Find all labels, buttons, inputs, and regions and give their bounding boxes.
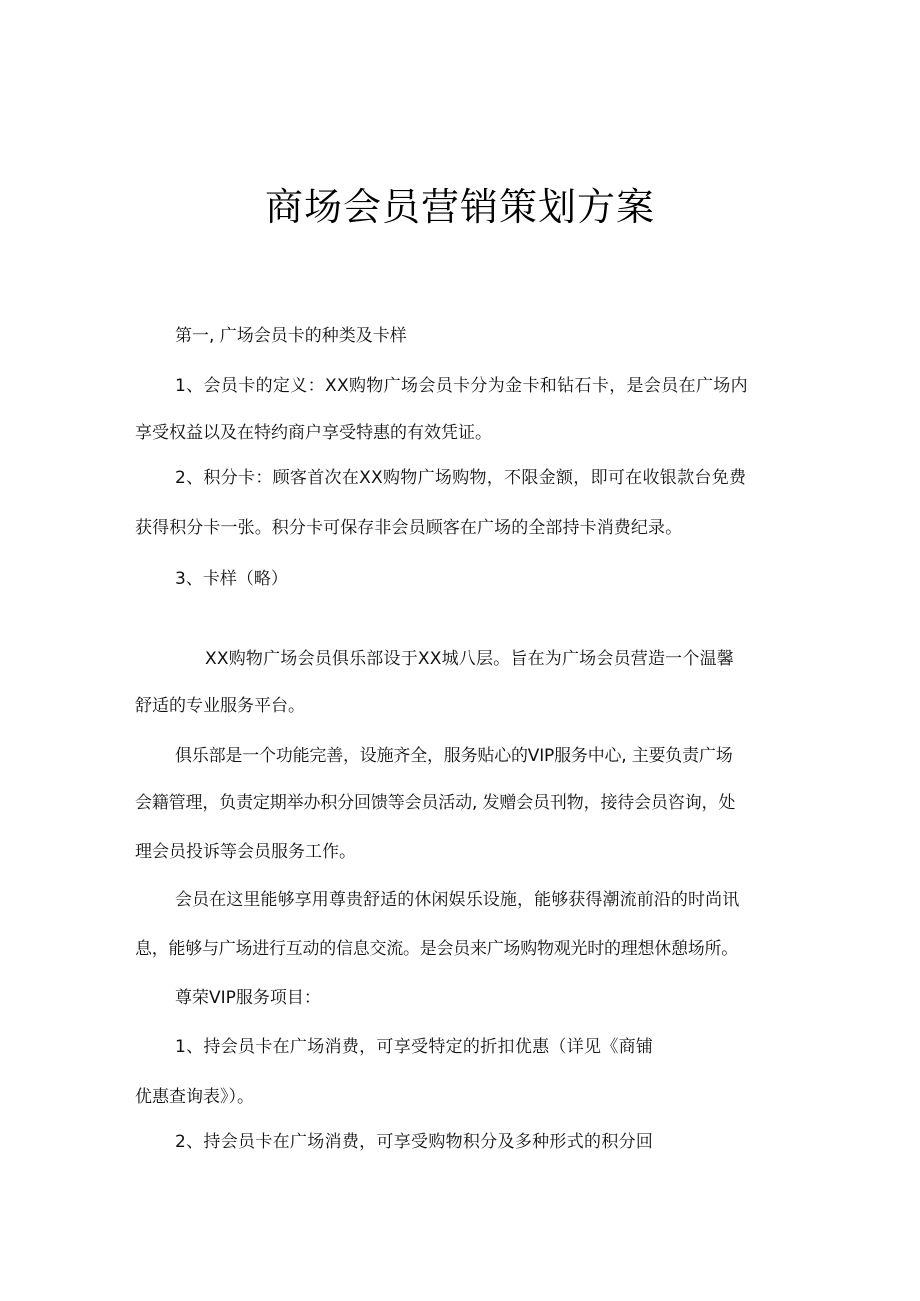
paragraph-club-services-line-1: 俱乐部是一个功能完善，设施齐全，服务贴心的VIP服务中心, 主要负责广场: [175, 746, 733, 766]
paragraph-club-services-line-2: 会籍管理，负责定期举办积分回馈等会员活动, 发赠会员刊物，接待会员咨询，处: [135, 793, 736, 813]
paragraph-card-definition-line-1: 1、会员卡的定义：XX购物广场会员卡分为金卡和钻石卡，是会员在广场内: [175, 376, 749, 396]
vip-service-item-1-line-1: 1、持会员卡在广场消费，可享受特定的折扣优惠（详见《商铺: [175, 1037, 654, 1057]
paragraph-points-card-line-2: 获得积分卡一张。积分卡可保存非会员顾客在广场的全部持卡消费纪录。: [135, 518, 683, 538]
vip-service-item-1-line-2: 优惠查询表》）。: [135, 1087, 254, 1107]
paragraph-member-benefits-line-1: 会员在这里能够享用尊贵舒适的休闲娱乐设施，能够获得潮流前沿的时尚讯: [175, 890, 740, 910]
paragraph-club-intro-line-2: 舒适的专业服务平台。: [135, 696, 305, 716]
paragraph-points-card-line-1: 2、积分卡：顾客首次在XX购物广场购物，不限金额，即可在收银款台免费: [175, 468, 747, 488]
paragraph-club-intro-line-1: XX购物广场会员俱乐部设于XX城八层。旨在为广场会员营造一个温馨: [205, 649, 734, 669]
section-heading-card-types: 第一, 广场会员卡的种类及卡样: [175, 326, 407, 346]
vip-service-item-2-line-1: 2、持会员卡在广场消费，可享受购物积分及多种形式的积分回: [175, 1132, 654, 1152]
paragraph-card-sample: 3、卡样（略）: [175, 569, 288, 589]
paragraph-card-definition-line-2: 享受权益以及在特约商户享受特惠的有效凭证。: [135, 423, 492, 443]
section-heading-vip-services: 尊荣VIP服务项目：: [175, 988, 321, 1008]
paragraph-member-benefits-line-2: 息，能够与广场进行互动的信息交流。是会员来广场购物观光时的理想休憩场所。: [135, 939, 738, 959]
document-title: 商场会员营销策划方案: [264, 185, 655, 229]
paragraph-club-services-line-3: 理会员投诉等会员服务工作。: [135, 842, 356, 862]
